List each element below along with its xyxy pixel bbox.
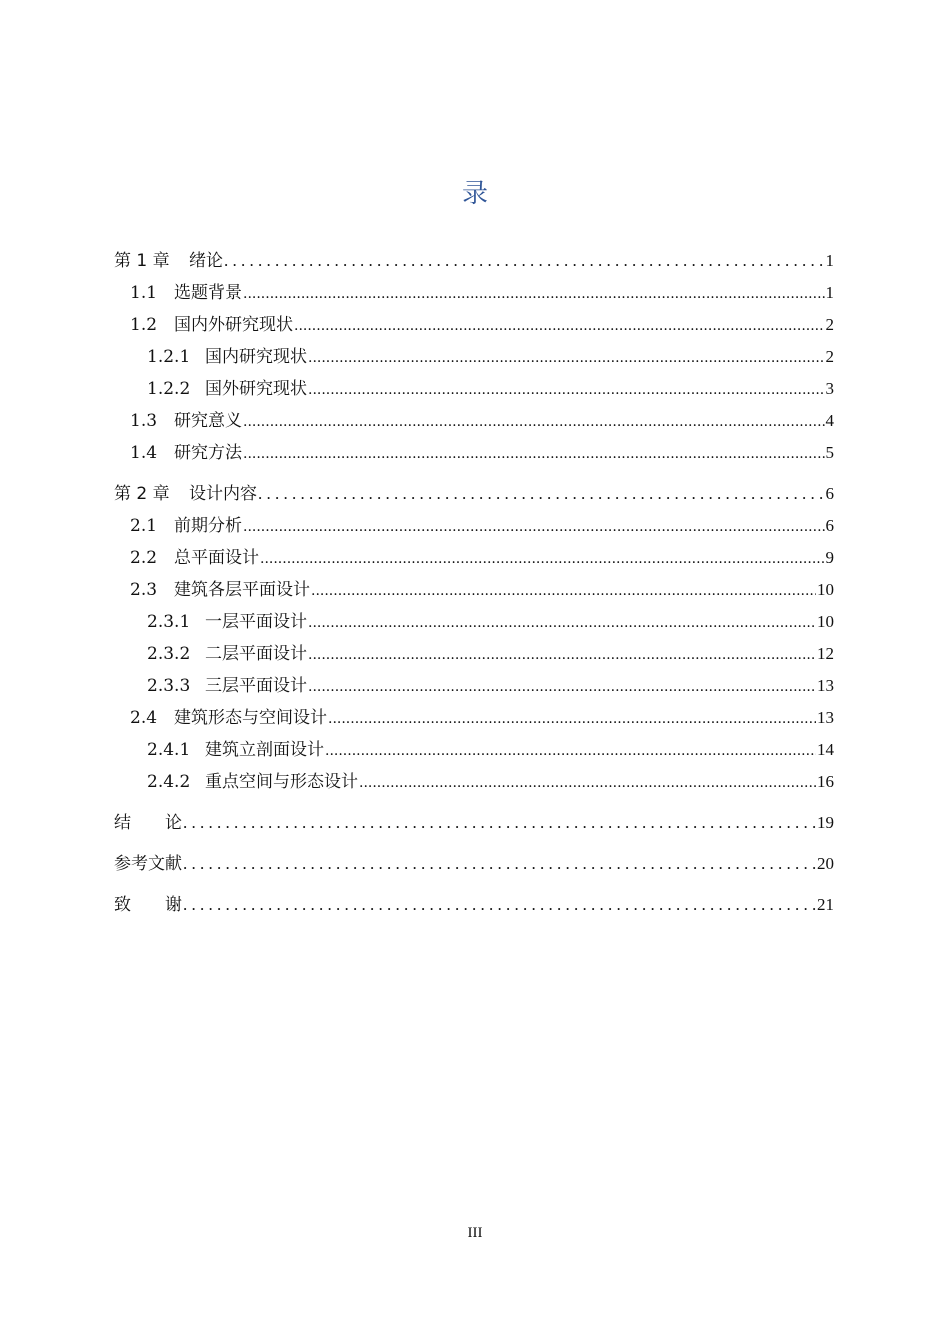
toc-entry-page: 9 xyxy=(825,548,834,567)
toc-dot-leader xyxy=(308,607,816,639)
toc-entry[interactable] xyxy=(114,848,834,880)
toc-dot-leader xyxy=(243,406,825,438)
toc-dot-leader xyxy=(308,671,816,703)
toc-entry-number: 2.1 xyxy=(130,516,158,536)
toc-dot-leader xyxy=(308,639,816,671)
page-number-footer: III xyxy=(467,1225,483,1241)
toc-entry-number: 1.3 xyxy=(130,411,158,431)
toc-entry-number: 2.3.1 xyxy=(147,612,191,632)
toc-entry-page: 14 xyxy=(817,740,834,759)
toc-entry[interactable] xyxy=(114,574,834,606)
toc-entry-title: 总平面设计 xyxy=(174,548,259,568)
toc-entry[interactable] xyxy=(114,734,834,766)
table-of-contents xyxy=(114,245,834,921)
toc-entry[interactable] xyxy=(114,341,834,373)
toc-entry-page: 16 xyxy=(817,772,834,791)
toc-entry[interactable] xyxy=(114,478,834,510)
toc-entry-page: 10 xyxy=(817,612,834,631)
toc-dot-leader xyxy=(260,543,825,575)
toc-dot-leader xyxy=(359,767,816,799)
toc-entry[interactable] xyxy=(114,638,834,670)
toc-entry-title: 国内研究现状 xyxy=(205,347,307,367)
toc-entry[interactable] xyxy=(114,766,834,798)
toc-entry-number: 1.2.1 xyxy=(147,347,191,367)
toc-entry-number: 1.2 xyxy=(130,315,158,335)
toc-entry-page: 2 xyxy=(825,347,834,366)
toc-entry-number: 2.3 xyxy=(130,580,158,600)
toc-entry-page: 13 xyxy=(817,676,834,695)
toc-entry[interactable] xyxy=(114,373,834,405)
toc-entry-page: 12 xyxy=(817,644,834,663)
toc-entry-page: 3 xyxy=(825,379,834,398)
toc-entry[interactable] xyxy=(114,309,834,341)
toc-entry-number: 1.1 xyxy=(130,283,158,303)
toc-dot-leader xyxy=(258,478,825,510)
toc-entry-title: 建筑各层平面设计 xyxy=(174,580,310,600)
toc-entry[interactable] xyxy=(114,542,834,574)
toc-entry-page: 1 xyxy=(825,283,834,302)
toc-entry-number: 第 2 章 xyxy=(114,484,170,504)
toc-entry-number: 1.4 xyxy=(130,443,158,463)
page-title: 录 xyxy=(461,179,488,209)
toc-dot-leader xyxy=(243,511,825,543)
toc-dot-leader xyxy=(224,245,825,277)
toc-entry-title: 一层平面设计 xyxy=(205,612,307,632)
toc-entry-title: 研究意义 xyxy=(174,411,242,431)
toc-dot-leader xyxy=(243,438,825,470)
toc-entry[interactable] xyxy=(114,702,834,734)
toc-entry-number: 2.3.2 xyxy=(147,644,191,664)
toc-dot-leader xyxy=(308,342,825,374)
toc-dot-leader xyxy=(294,310,825,342)
toc-dot-leader xyxy=(183,889,816,921)
toc-entry[interactable] xyxy=(114,670,834,702)
toc-entry-title: 选题背景 xyxy=(174,283,242,303)
toc-entry-title: 结 论 xyxy=(114,813,182,833)
toc-entry-title: 致 谢 xyxy=(114,895,182,915)
toc-entry[interactable] xyxy=(114,405,834,437)
toc-dot-leader xyxy=(328,703,816,735)
toc-entry-number: 2.4.1 xyxy=(147,740,191,760)
toc-entry-title: 建筑立剖面设计 xyxy=(205,740,324,760)
toc-entry-title: 参考文献 xyxy=(114,854,182,874)
toc-entry-title: 国内外研究现状 xyxy=(174,315,293,335)
toc-entry-page: 2 xyxy=(825,315,834,334)
toc-dot-leader xyxy=(311,575,816,607)
toc-entry[interactable] xyxy=(114,245,834,277)
toc-entry[interactable] xyxy=(114,510,834,542)
toc-entry-title: 研究方法 xyxy=(174,443,242,463)
toc-entry-number: 第 1 章 xyxy=(114,251,170,271)
toc-entry[interactable] xyxy=(114,807,834,839)
toc-entry-number: 2.4.2 xyxy=(147,772,191,792)
toc-entry-title: 国外研究现状 xyxy=(205,379,307,399)
toc-entry-title: 建筑形态与空间设计 xyxy=(174,708,327,728)
toc-entry-page: 10 xyxy=(817,580,834,599)
toc-dot-leader xyxy=(325,735,816,767)
toc-entry-page: 6 xyxy=(825,484,834,503)
toc-dot-leader xyxy=(183,807,816,839)
toc-entry[interactable] xyxy=(114,889,834,921)
toc-entry[interactable] xyxy=(114,437,834,469)
toc-entry-page: 13 xyxy=(817,708,834,727)
toc-entry-page: 19 xyxy=(817,813,834,832)
toc-entry-title: 重点空间与形态设计 xyxy=(205,772,358,792)
toc-entry-number: 2.2 xyxy=(130,548,158,568)
toc-entry-page: 4 xyxy=(825,411,834,430)
toc-dot-leader xyxy=(243,278,825,310)
toc-entry-title: 三层平面设计 xyxy=(205,676,307,696)
toc-entry-number: 2.3.3 xyxy=(147,676,191,696)
toc-entry-number: 2.4 xyxy=(130,708,158,728)
toc-entry-title: 设计内容 xyxy=(189,484,257,504)
toc-entry-title: 前期分析 xyxy=(174,516,242,536)
toc-dot-leader xyxy=(308,374,825,406)
toc-entry-title: 二层平面设计 xyxy=(205,644,307,664)
toc-entry-page: 21 xyxy=(817,895,834,914)
toc-entry-page: 6 xyxy=(825,516,834,535)
toc-dot-leader xyxy=(183,848,816,880)
toc-entry-page: 1 xyxy=(825,251,834,270)
toc-entry-page: 20 xyxy=(817,854,834,873)
toc-entry[interactable] xyxy=(114,606,834,638)
toc-entry-page: 5 xyxy=(825,443,834,462)
toc-entry-title: 绪论 xyxy=(189,251,223,271)
toc-entry-number: 1.2.2 xyxy=(147,379,191,399)
toc-entry[interactable] xyxy=(114,277,834,309)
